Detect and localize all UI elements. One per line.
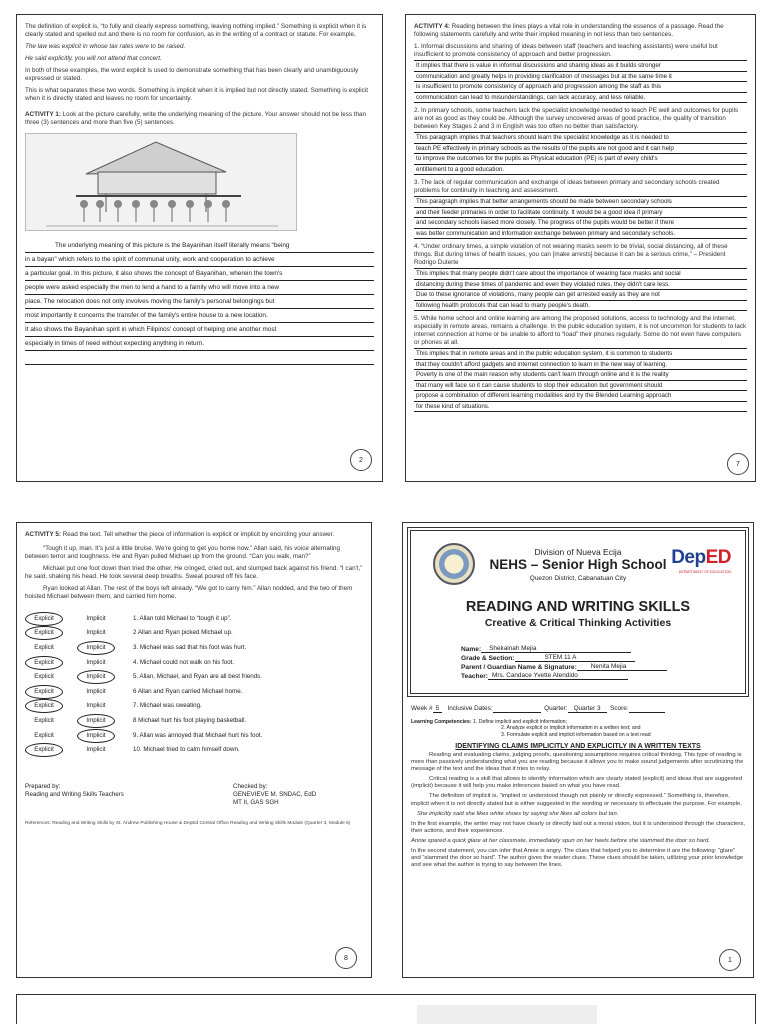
statement-1: 1. Informal discussions and sharing of ideas between staff (teachers and teaching assistants) were useful but insufficient to promote consistency of approach and better progression.: [414, 43, 718, 58]
week-label: Week #: [411, 705, 433, 712]
lesson-paragraph-1: Reading and evaluating claims, judging proofs, questioning assumptions requires critical thinking. This type of reading is more than passively understanding what you are reading because it allows you to make sound judgements after scrutinizing the message of the text and the ideas that it tries to relay.: [411, 752, 744, 773]
option-explicit[interactable]: Explicit: [34, 716, 54, 724]
statement-4: 4. “Under ordinary times, a simple violation of not wearing masks seem to be trivial, social distancing, all of these things. But during times of health issues, you can [make arrests] because it can be a serious crime,” – President Rodrigo Duterte: [414, 243, 728, 266]
statement-3: 3. The lack of regular communication and exchange of ideas between primary and secondary schools created problems for continuity in teaching and assessment.: [414, 179, 720, 194]
paragraph-difference: This is what separates these two words. Something is implicit when it is implied but not directly stated. Something is explicit when it is directly stated and leaves no room for uncertainty.: [25, 87, 368, 102]
answer-line: This paragraph implies that better arrangements should be made between secondary schools: [414, 197, 747, 208]
score-value: [629, 705, 665, 713]
signatories: [25, 783, 363, 807]
page-number: 1: [719, 949, 741, 971]
field-label: Name:: [461, 646, 482, 653]
score-label: Score:: [610, 705, 629, 712]
activity-1-label: ACTIVITY 1:: [25, 111, 61, 118]
document-page-2: [16, 14, 383, 482]
statement-text: 6 Allan and Ryan carried Michael home.: [133, 687, 243, 695]
implicit-example-2: Annie spared a quick glare at her classmate, immediately spun on her heels before she slammed the door so hard.: [411, 837, 710, 844]
field-value: STEM 11 A: [515, 654, 635, 662]
competency-3: 3. Formulate explicit and implicit information based on a text read: [501, 731, 651, 738]
option-implicit[interactable]: Implicit: [86, 702, 106, 710]
option-implicit[interactable]: Implicit: [77, 732, 115, 739]
answer-line: especially in times of need without expecting anything in return.: [25, 337, 374, 351]
document-page-8: [16, 522, 372, 978]
option-implicit[interactable]: Implicit: [77, 717, 115, 724]
statement-text: 1. Allan told Michael to “tough it up”.: [133, 614, 232, 622]
example-1: The law was explicit in whose tax rates were to be raised.: [25, 43, 186, 50]
option-explicit[interactable]: Explicit: [25, 629, 63, 636]
answer-line: that they couldn't afford gadgets and internet connection to learn in the new way of learning.: [414, 360, 747, 371]
answer-line: people were asked especially the men to lend a hand to a family who will move into a new: [25, 281, 374, 295]
statement-text: 2 Allan and Ryan picked Michael up.: [133, 629, 233, 637]
checked-title: MT II, GAS SGH: [233, 798, 279, 806]
answer-line: is insufficient to promote consistency of approach and progression among the staff as this: [414, 82, 747, 93]
story-paragraph-3: Ryan looked at Allan. The rest of the boys left already. “We got to carry him.” Allan nodded, and the two of them hoisted Michael between them, and carried him home.: [25, 585, 353, 600]
dates-label: Inclusive Dates:: [447, 705, 493, 712]
division-name: Division of Nueva Ecija: [534, 547, 622, 557]
option-explicit[interactable]: Explicit: [34, 643, 54, 651]
activity-5-label: ACTIVITY 5:: [25, 531, 61, 538]
answer-line: teach PE effectively in primary schools as the results of the pupils are not good and it can help: [414, 144, 747, 155]
statement-1-answer: [414, 60, 747, 103]
answer-line: a particular goal. In this picture, it also shows the concept of Bayanihan, wherein the town's: [25, 267, 374, 281]
field-label: Parent / Guardian Name & Signature:: [461, 664, 577, 671]
answer-line: communication and greatly helps in providing clarification of messages but at the same time it: [414, 72, 747, 83]
school-address: Quezon District, Cabanatuan City: [529, 575, 627, 582]
answer-line: Poverty is one of the main reason why students can't learn through online and it is the reality: [414, 370, 747, 381]
answer-line: for these kind of situations.: [414, 402, 747, 413]
paragraph-examples: In both of these examples, the word explicit is used to demonstrate something that has been clearly and unambiguously expressed or stated.: [25, 67, 359, 82]
dates-value: [493, 705, 541, 713]
answer-line: and their feeder primaries in order to facilitate continuity. It would be a good idea if primary: [414, 208, 747, 219]
answer-line: Due to these ignorance of violations, many people can get arrested easily as they are not: [414, 290, 747, 301]
activity-1-answer: [25, 239, 374, 365]
explicit-definition: The definition of explicit is, “to fully and clearly express something, leaving nothing implied.” Something is explicit when it is clearly stated and spelled out and there is no room for confusion, as in the writing of a contract or statute. For example,: [25, 23, 367, 38]
statement-4-answer: [414, 268, 747, 311]
field-label: Teacher:: [461, 673, 488, 680]
option-implicit[interactable]: Implicit: [86, 746, 106, 754]
competency-2: 2. Analyze explicit or implicit information in a written text; and: [501, 725, 641, 732]
activity-4-label: ACTIVITY 4:: [414, 23, 450, 30]
answer-line: communication can lead to misunderstandings, can lack accuracy, and less reliable.: [414, 93, 747, 104]
quarter-value: Quarter 3: [568, 705, 607, 713]
field-value: Mrs. Candace Yvette Atendido: [488, 672, 628, 680]
statement-text: 4. Michael could not walk on his foot.: [133, 658, 235, 666]
document-page-7: [405, 14, 756, 482]
activity-1-text: Look at the picture carefully, write the underlying meaning of the picture. Your answer should not be less than three (3) sentences and more than five (5) sentences.: [25, 111, 367, 126]
statement-2-answer: [414, 132, 747, 175]
answer-line: propose a combination of different learning modalities and try the Blended Learning approach: [414, 391, 747, 402]
quarter-label: Quarter:: [544, 705, 568, 712]
lesson-paragraph-5: In the second statement, you can infer that Annie is angry. The clues that helped you to determine it are the following: “glare” and “slammed the door so hard”. The author gives the reader clues. These clues should be taken, utilizing your prior knowledge and see what the author is trying to say between the lines.: [411, 848, 744, 869]
competency-1: 1. Define implicit and explicit information;: [473, 719, 567, 725]
activity-1-instructions: [25, 111, 374, 127]
option-implicit[interactable]: Implicit: [77, 644, 115, 651]
statement-text: 9. Allan was annoyed that Michael hurt his foot.: [133, 731, 263, 739]
prepared-label: Prepared by:: [25, 782, 61, 790]
option-explicit[interactable]: Explicit: [25, 659, 63, 666]
competencies-label: Learning Competencies:: [411, 719, 472, 725]
field-name: [461, 644, 667, 653]
lesson-paragraph-3: The definition of implicit is, “implied or understood though not plainly or directly expressed.” Something is, therefore, implicit when it is not directly stated but is either suggested in the wording or necessary to effectuate the purpose. For example,: [411, 793, 742, 807]
deped-logo: [671, 547, 731, 569]
activity-5-row: [25, 713, 363, 728]
answer-line: [25, 351, 374, 365]
field-label: Grade & Section:: [461, 655, 515, 662]
activity-5-row: [25, 626, 363, 641]
field-value: Shekainah Mejia: [481, 645, 631, 653]
answer-line: following health protocols that can lead to many people's death.: [414, 301, 747, 312]
answer-line: that many will face so it can cause students to stop their education but government should: [414, 381, 747, 392]
answer-line: to improve the outcomes for the pupils as Physical education (PE) is part of every child's: [414, 154, 747, 165]
module-subtitle: Creative & Critical Thinking Activities: [484, 617, 672, 629]
activity-5-row: [25, 655, 363, 670]
deped-logo-ed: ED: [705, 547, 731, 568]
story-paragraph-1: “Tough it up, man. It's just a little bruise. We're going to get you home now.” Allan said, his voice alternating between terror and toughness. He and Ryan pulled Michael up from the ground. “Can you walk, man?”: [25, 545, 341, 560]
activity-5-text: Read the text. Tell whether the piece of information is explicit or implicit by encircling your answer.: [60, 531, 335, 538]
answer-line: This implies that many people didn't care about the importance of wearing face masks and social: [414, 269, 747, 280]
statement-text: 5. Allan, Michael, and Ryan are all best friends.: [133, 673, 262, 681]
statement-text: 3. Michael was sad that his foot was hurt.: [133, 643, 247, 651]
option-explicit[interactable]: Explicit: [25, 615, 63, 622]
lesson-paragraph-4: In the first example, the writer may not have clearly or directly laid out a moral vision, but it is understood through the characters, their actions, and their experiences.: [411, 820, 745, 834]
field-parent: [461, 662, 667, 671]
option-implicit[interactable]: Implicit: [86, 658, 106, 666]
option-explicit[interactable]: Explicit: [25, 688, 63, 695]
statement-5-answer: [414, 348, 747, 412]
page-number: 2: [350, 449, 372, 471]
activity-5-row: [25, 742, 363, 757]
activity-5-row: [25, 699, 363, 714]
student-info: [461, 644, 667, 680]
answer-line: entitlement to a good education.: [414, 165, 747, 176]
prepared-block: [25, 783, 124, 807]
activity-5-items: [25, 611, 363, 757]
section-title: IDENTIFYING CLAIMS IMPLICITLY AND EXPLICITLY IN A WRITTEN TEXTS: [455, 743, 701, 750]
activity-5-row: [25, 640, 363, 655]
statement-text: 10. Michael tried to calm himself down.: [133, 746, 240, 754]
week-info: [411, 705, 745, 713]
option-explicit[interactable]: Explicit: [34, 673, 54, 681]
answer-line: and secondary schools liaised more closely. The progress of the pupils would be better if there: [414, 218, 747, 229]
deped-logo-dep: Dep: [671, 547, 706, 568]
week-value: 5: [433, 705, 443, 713]
option-implicit[interactable]: Implicit: [86, 614, 106, 622]
option-implicit[interactable]: Implicit: [77, 673, 115, 680]
answer-line: It also shows the Bayanihan spirit in which Filipinos' concept of helping one another most: [25, 323, 374, 337]
answer-line: It implies that there is value in informal discussions and sharing ideas as it builds stronger: [414, 61, 747, 72]
answer-line: This paragraph implies that teachers should learn the specialist knowledge as it is needed to: [414, 133, 747, 144]
document-page-1: [402, 522, 754, 978]
option-implicit[interactable]: Implicit: [86, 629, 106, 637]
answer-line: place. The relocation does not only involves moving the family's personal belongings but: [25, 295, 374, 309]
story-paragraph-2: Michael put one foot down then tried the other. He cringed, cried out, and slumped back against his friend. “I can't,” he said, shaking his head. He took several deep breaths. Sweat poured off his face.: [25, 565, 363, 580]
answer-line: distancing during these times of pandemic and even they violated rules, they didn't care less.: [414, 280, 747, 291]
option-implicit[interactable]: Implicit: [86, 687, 106, 695]
statement-2: 2. In primary schools, some teachers lack the specialist knowledge needed to teach PE well and outcomes for pupils are not as good as they could be. Although the survey uncovered areas of good practice, the quality of transition between Key Stages 2 and 3 in English was too often no better than satisfactory.: [414, 107, 739, 130]
checked-name: GENEVIEVE M. SNDAC, EdD: [233, 790, 317, 798]
checked-block: [233, 783, 363, 807]
option-explicit[interactable]: Explicit: [34, 731, 54, 739]
statement-5: 5. While home school and online learning are among the proposed solutions, access to technology and the internet, especially in remote areas, remains a challenge. In the public education system, it is not uncommon for students to lack internet connection at home or be unable to afford to “load” their phones regularly. Some do not even have computers or phones at all.: [414, 315, 747, 346]
field-teacher: [461, 671, 667, 680]
checked-label: Checked by:: [233, 782, 268, 790]
activity-5-row: [25, 611, 363, 626]
activity-5-row: [25, 728, 363, 743]
answer-line: most importantly it concerns the transfer of the family's entire house to a new location.: [25, 309, 374, 323]
activity-5-row: [25, 684, 363, 699]
page-number: 7: [727, 453, 749, 475]
statement-text: 8 Michael hurt his foot playing basketball.: [133, 716, 247, 724]
bayanihan-cartoon-image: [25, 133, 297, 231]
references: References: Reading and Writing Skills by St. Andrew Publishing House & DepEd Central Office Reading and Writing Skills Module (Quarter 3, Module 5): [25, 820, 351, 826]
learning-competencies: [411, 719, 745, 738]
cover-header: [410, 530, 746, 694]
field-grade-section: [461, 653, 667, 662]
option-explicit[interactable]: Explicit: [25, 702, 63, 709]
statement-text: 7. Michael was sweating.: [133, 702, 202, 710]
deped-logo-subtitle: DEPARTMENT OF EDUCATION: [678, 570, 731, 574]
answer-line: The underlying meaning of this picture is the Bayanihan itself literally means “being: [25, 239, 374, 253]
answer-line: in a bayan” which refers to the spirit of communal unity, work and cooperation to achieve: [25, 253, 374, 267]
implicit-example-1: She implicitly said she likes white shoes by saying she likes all colors but tan.: [417, 810, 619, 817]
module-title: READING AND WRITING SKILLS: [465, 599, 691, 615]
activity-5-row: [25, 669, 363, 684]
school-name: NEHS – Senior High School: [489, 557, 667, 572]
page-number: 8: [335, 947, 357, 969]
answer-line: was better communication and information exchange between primary and secondary schools.: [414, 229, 747, 240]
activity-5-instructions: [25, 531, 363, 539]
prepared-name: Reading and Writing Skills Teachers: [25, 790, 124, 798]
document-page-partial: [16, 994, 756, 1024]
partial-page-header: [417, 1005, 597, 1024]
option-explicit[interactable]: Explicit: [25, 746, 63, 753]
statement-3-answer: [414, 196, 747, 239]
lesson-body: [411, 743, 745, 869]
activity-4-text: Reading between the lines plays a vital role in understanding the essence of a passage. Read the following statements carefully and write their implied meaning in not less than two sentences.: [414, 23, 724, 38]
answer-line: This implies that in remote areas and in the public education system, it is common to students: [414, 349, 747, 360]
example-2: He said explicitly, you will not attend that concert.: [25, 55, 162, 62]
lesson-paragraph-2: Critical reading is a skill that allows to identify information which are clearly stated (explicit) and ideas that are suggested (implicit) because it will help you make inferences based on what you have read.: [411, 776, 743, 790]
field-value: Nenita Mejia: [577, 663, 667, 671]
activity-4-instructions: [414, 23, 747, 39]
